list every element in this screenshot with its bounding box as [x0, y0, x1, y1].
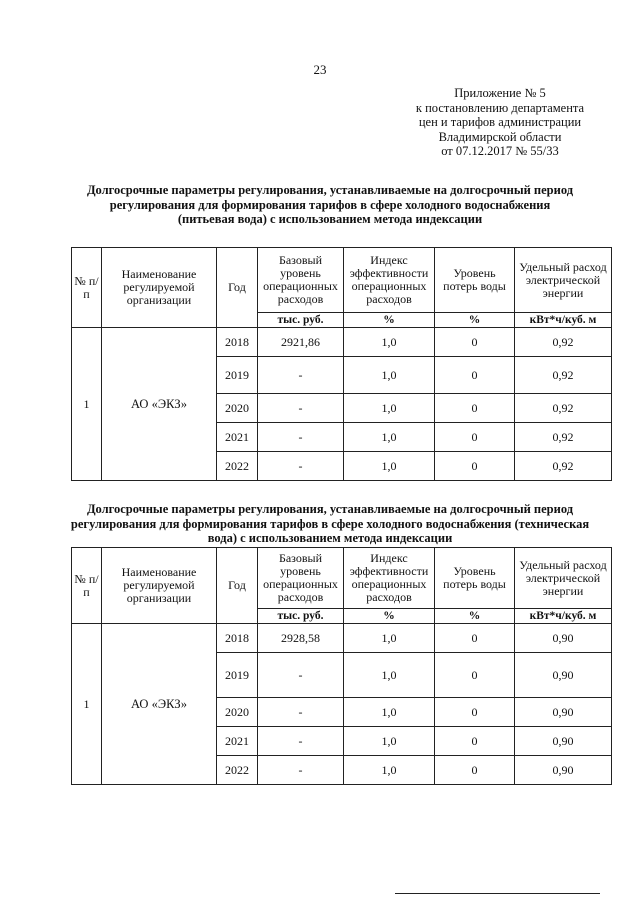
unit-water-loss: %: [435, 313, 515, 328]
energy-use-cell: 0,90: [515, 624, 612, 653]
base-opex-cell: 2921,86: [258, 328, 344, 357]
efficiency-index-cell: 1,0: [344, 394, 435, 423]
water-loss-cell: 0: [435, 624, 515, 653]
year-cell: 2020: [217, 698, 258, 727]
year-cell: 2022: [217, 756, 258, 785]
appendix-line: цен и тарифов администрации: [418, 115, 582, 129]
water-loss-cell: 0: [435, 357, 515, 394]
header-year: Год: [217, 248, 258, 328]
title-line: вода) с использованием метода индексации: [207, 531, 453, 545]
base-opex-cell: 2928,58: [258, 624, 344, 653]
energy-use-cell: 0,90: [515, 756, 612, 785]
appendix-line: Владимирской области: [438, 129, 562, 144]
title-line: регулирования для формирования тарифов в сфере холодного водоснабжения (техническая: [70, 516, 590, 531]
header-energy-use: Удельный расход электрической энергии: [515, 248, 612, 313]
energy-use-cell: 0,92: [515, 394, 612, 423]
params-table-technical-water: [71, 547, 612, 785]
header-year: Год: [217, 548, 258, 624]
table-row: [72, 328, 612, 357]
header-energy-use: Удельный расход электрической энергии: [515, 548, 612, 609]
header-efficiency-index: Индекс эффективности операционных расходов: [344, 548, 435, 609]
efficiency-index-cell: 1,0: [344, 727, 435, 756]
base-opex-cell: -: [258, 698, 344, 727]
title-line: Долгосрочные параметры регулирования, устанавливаемые на долгосрочный период: [86, 502, 574, 516]
energy-use-cell: 0,92: [515, 357, 612, 394]
water-loss-cell: 0: [435, 653, 515, 698]
organization-name: АО «ЭКЗ»: [102, 624, 217, 785]
header-efficiency-index: Индекс эффективности операционных расходов: [344, 248, 435, 313]
water-loss-cell: 0: [435, 452, 515, 481]
footer-rule: [395, 893, 600, 894]
header-org: Наименование регулируемой организации: [102, 248, 217, 328]
year-cell: 2021: [217, 727, 258, 756]
section-title-technical-water: [60, 502, 600, 546]
appendix-line: от 07.12.2017 № 55/33: [441, 144, 559, 158]
header-water-loss: Уровень потерь воды: [435, 248, 515, 313]
water-loss-cell: 0: [435, 727, 515, 756]
params-table-drinking-water: [71, 247, 612, 481]
base-opex-cell: -: [258, 394, 344, 423]
efficiency-index-cell: 1,0: [344, 756, 435, 785]
energy-use-cell: 0,90: [515, 698, 612, 727]
water-loss-cell: 0: [435, 756, 515, 785]
organization-name: АО «ЭКЗ»: [102, 328, 217, 481]
water-loss-cell: 0: [435, 394, 515, 423]
header-base-opex: Базовый уровень операционных расходов: [258, 548, 344, 609]
row-number: 1: [72, 624, 102, 785]
base-opex-cell: -: [258, 653, 344, 698]
year-cell: 2018: [217, 624, 258, 653]
appendix-header: [380, 86, 620, 159]
header-org: Наименование регулируемой организации: [102, 548, 217, 624]
efficiency-index-cell: 1,0: [344, 328, 435, 357]
base-opex-cell: -: [258, 357, 344, 394]
header-num: № п/п: [72, 548, 102, 624]
base-opex-cell: -: [258, 452, 344, 481]
appendix-line: к постановлению департамента: [415, 100, 585, 115]
energy-use-cell: 0,90: [515, 653, 612, 698]
row-number: 1: [72, 328, 102, 481]
unit-energy-use: кВт*ч/куб. м: [515, 609, 612, 624]
unit-energy-use: кВт*ч/куб. м: [515, 313, 612, 328]
water-loss-cell: 0: [435, 698, 515, 727]
title-line: Долгосрочные параметры регулирования, устанавливаемые на долгосрочный период: [86, 183, 574, 197]
efficiency-index-cell: 1,0: [344, 357, 435, 394]
base-opex-cell: -: [258, 756, 344, 785]
energy-use-cell: 0,92: [515, 328, 612, 357]
appendix-line: Приложение № 5: [454, 86, 546, 100]
year-cell: 2020: [217, 394, 258, 423]
table-row: [72, 624, 612, 653]
efficiency-index-cell: 1,0: [344, 423, 435, 452]
energy-use-cell: 0,92: [515, 452, 612, 481]
base-opex-cell: -: [258, 727, 344, 756]
header-base-opex: Базовый уровень операционных расходов: [258, 248, 344, 313]
year-cell: 2019: [217, 653, 258, 698]
efficiency-index-cell: 1,0: [344, 653, 435, 698]
base-opex-cell: -: [258, 423, 344, 452]
water-loss-cell: 0: [435, 423, 515, 452]
year-cell: 2018: [217, 328, 258, 357]
unit-base-opex: тыс. руб.: [258, 609, 344, 624]
efficiency-index-cell: 1,0: [344, 624, 435, 653]
energy-use-cell: 0,92: [515, 423, 612, 452]
energy-use-cell: 0,90: [515, 727, 612, 756]
efficiency-index-cell: 1,0: [344, 698, 435, 727]
title-line: регулирования для формирования тарифов в сфере холодного водоснабжения: [109, 197, 551, 212]
efficiency-index-cell: 1,0: [344, 452, 435, 481]
header-num: № п/п: [72, 248, 102, 328]
unit-efficiency-index: %: [344, 609, 435, 624]
year-cell: 2021: [217, 423, 258, 452]
title-line: (питьевая вода) с использованием метода индексации: [177, 212, 483, 226]
page-number: 23: [313, 62, 327, 77]
year-cell: 2019: [217, 357, 258, 394]
unit-base-opex: тыс. руб.: [258, 313, 344, 328]
header-water-loss: Уровень потерь воды: [435, 548, 515, 609]
unit-efficiency-index: %: [344, 313, 435, 328]
year-cell: 2022: [217, 452, 258, 481]
water-loss-cell: 0: [435, 328, 515, 357]
unit-water-loss: %: [435, 609, 515, 624]
section-title-drinking-water: [60, 183, 600, 227]
